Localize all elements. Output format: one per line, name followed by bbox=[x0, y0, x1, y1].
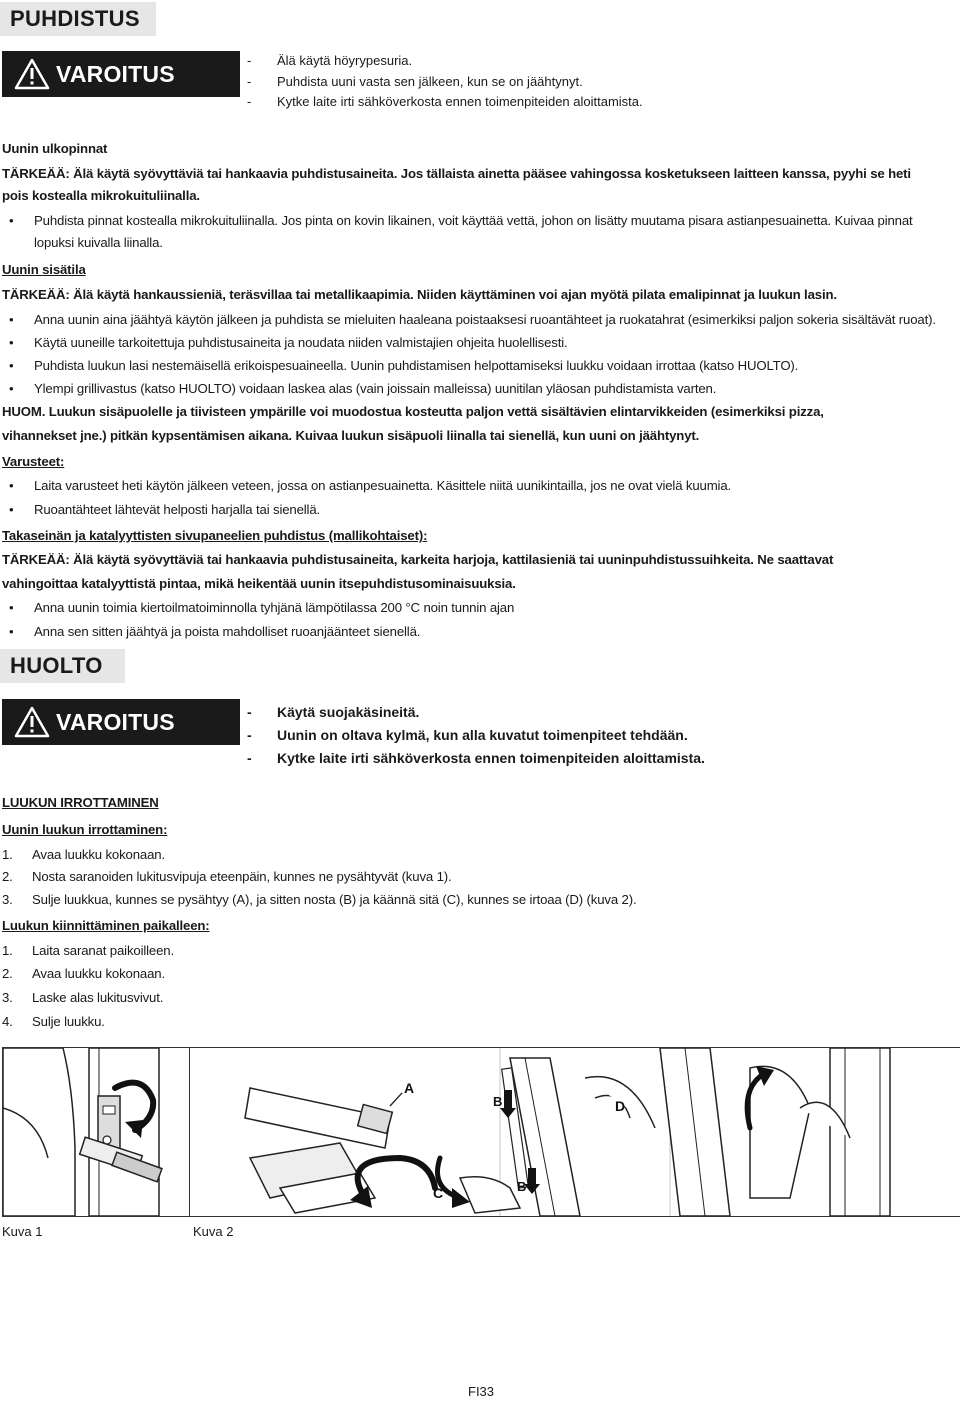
exterior-important-line2: pois kostealla mikrokuituliinalla. bbox=[2, 188, 200, 203]
section-title-maintenance: HUOLTO bbox=[0, 649, 125, 683]
door-removal-illustration bbox=[190, 1048, 960, 1216]
warning-box-maintenance bbox=[2, 699, 240, 745]
bullet-icon: • bbox=[9, 312, 14, 327]
list-item: 3. Sulje luukkua, kunnes se pysähtyy (A), ja sitten nosta (B) ja käännä sitä (C), kunnes se irtoaa (D) (kuva 2). bbox=[2, 892, 637, 907]
list-item: - Kytke laite irti sähköverkosta ennen toimenpiteiden aloittamista. bbox=[247, 750, 705, 766]
list-item: - Kytke laite irti sähköverkosta ennen toimenpiteiden aloittamista. bbox=[247, 94, 643, 109]
figure-1-hinge bbox=[2, 1047, 190, 1217]
heading-catalytic: Takaseinän ja katalyyttisten sivupaneelien puhdistus (mallikohtaiset): bbox=[2, 528, 428, 543]
list-item: 4. Sulje luukku. bbox=[2, 1014, 105, 1029]
heading-exterior: Uunin ulkopinnat bbox=[2, 141, 108, 156]
label-b-top: B bbox=[493, 1094, 503, 1109]
label-b-bottom: B bbox=[517, 1179, 527, 1194]
list-item: • Anna uunin toimia kiertoilmatoiminnolla tyhjänä lämpötilassa 200 °C noin tunnin ajan bbox=[2, 596, 514, 619]
heading-removal: Uunin luukun irrottaminen: bbox=[2, 822, 168, 837]
list-item: 3. Laske alas lukitusvivut. bbox=[2, 990, 164, 1005]
hinge-illustration bbox=[3, 1048, 189, 1216]
bullet-icon: • bbox=[9, 381, 14, 396]
list-item: • Laita varusteet heti käytön jälkeen veteen, jossa on astianpesuainetta. Käsittele niitä uunikintailla, jos ne ovat vielä kuumia. bbox=[2, 474, 731, 497]
bullet-icon: • bbox=[9, 624, 14, 639]
interior-note-line1: HUOM. Luukun sisäpuolelle ja tiivisteen ympärille voi muodostua kosteutta paljon vettä sisältävien elintarvikkeiden (esimerkiksi pizza, bbox=[2, 404, 824, 419]
label-a: A bbox=[404, 1080, 415, 1096]
list-item: - Käytä suojakäsineitä. bbox=[247, 704, 420, 720]
list-item: 1. Avaa luukku kokonaan. bbox=[2, 847, 165, 862]
list-item: 1. Laita saranat paikoilleen. bbox=[2, 943, 174, 958]
interior-note-line2: vihannekset jne.) pitkän kypsentämisen aikana. Kuivaa luukun sisäpuoli liinalla tai sienellä, kun uuni on jäähtynyt. bbox=[2, 428, 700, 443]
list-item: • Puhdista pinnat kostealla mikrokuituliinalla. Jos pinta on kovin likainen, voit käyttää vettä, johon on lisätty muutama pisara astianpesuainetta. Kuivaa pinnat bbox=[2, 209, 913, 232]
warning-box-cleaning bbox=[2, 51, 240, 97]
warning-label: VAROITUS bbox=[56, 60, 175, 87]
exterior-important-line1: TÄRKEÄÄ: Älä käytä syövyttäviä tai hankaavia puhdistusaineita. Jos tällaista ainetta pääsee vahingossa kosketukseen laitteen kanssa, pyyhi se heti bbox=[2, 166, 911, 181]
maintenance-warnings-list bbox=[247, 701, 705, 770]
cleaning-warnings-list bbox=[247, 51, 643, 113]
bullet-icon: • bbox=[9, 478, 14, 493]
heading-refit: Luukun kiinnittäminen paikalleen: bbox=[2, 918, 210, 933]
list-item: 2. Avaa luukku kokonaan. bbox=[2, 966, 165, 981]
label-d: D bbox=[615, 1098, 626, 1114]
warning-triangle-icon bbox=[14, 706, 50, 738]
list-item: - Uunin on oltava kylmä, kun alla kuvatut toimenpiteet tehdään. bbox=[247, 727, 688, 743]
bullet-icon: • bbox=[9, 335, 14, 350]
section-title-cleaning: PUHDISTUS bbox=[0, 2, 156, 36]
catalytic-important-line1: TÄRKEÄÄ: Älä käytä syövyttäviä tai hankaavia puhdistusaineita, karkeita harjoja, kattilasieniä tai uuninpuhdistussuihkeita. Ne saattavat bbox=[2, 552, 834, 567]
figure-2-caption: Kuva 2 bbox=[193, 1224, 234, 1239]
bullet-icon: • bbox=[9, 502, 14, 517]
list-item: • Ylempi grillivastus (katso HUOLTO) voidaan laskea alas (vain joissain malleissa) uunitilan yläosan puhdistamista varten. bbox=[2, 377, 716, 400]
exterior-bullet-line2: lopuksi kuivalla liinalla. bbox=[34, 235, 163, 250]
heading-door-removal: LUUKUN IRROTTAMINEN bbox=[2, 795, 159, 810]
figure-2-door-removal bbox=[189, 1047, 960, 1217]
bullet-icon: • bbox=[9, 213, 14, 228]
list-item: 2. Nosta saranoiden lukitusvipuja eteenpäin, kunnes ne pysähtyvät (kuva 1). bbox=[2, 869, 452, 884]
page-number: FI33 bbox=[468, 1384, 495, 1399]
label-c: C bbox=[433, 1185, 444, 1201]
list-item: • Ruoantähteet lähtevät helposti harjalla tai sienellä. bbox=[2, 498, 320, 521]
list-item: • Käytä uuneille tarkoitettuja puhdistusaineita ja noudata niiden valmistajien ohjeita huolellisesti. bbox=[2, 331, 568, 354]
bullet-icon: • bbox=[9, 358, 14, 373]
heading-interior: Uunin sisätila bbox=[2, 262, 86, 277]
interior-important: TÄRKEÄÄ: Älä käytä hankaussieniä, teräsvillaa tai metallikaapimia. Niiden käyttäminen voi ajan myötä pilata emalipinnat ja luukun lasin. bbox=[2, 287, 837, 302]
catalytic-important-line2: vahingoittaa katalyyttistä pintaa, mikä heikentää uunin itsepuhdistusominaisuuksia. bbox=[2, 576, 516, 591]
heading-accessories: Varusteet: bbox=[2, 454, 65, 469]
list-item: • Puhdista luukun lasi nestemäisellä erikoispesuaineella. Uunin puhdistamisen helpottamiseksi luukku voidaan irrottaa (katso HUOLTO). bbox=[2, 354, 798, 377]
warning-triangle-icon bbox=[14, 58, 50, 90]
list-item: - Älä käytä höyrypesuria. bbox=[247, 53, 413, 68]
bullet-icon: • bbox=[9, 600, 14, 615]
figure-1-caption: Kuva 1 bbox=[2, 1224, 43, 1239]
list-item: • Anna uunin aina jäähtyä käytön jälkeen ja puhdista se mieluiten haaleana poistaaksesi ruoantähteet ja ruokatahrat (esimerkiksi paljon sokeria sisältävät ruoat). bbox=[2, 308, 936, 331]
list-item: • Anna sen sitten jäähtyä ja poista mahdolliset ruoanjäänteet sienellä. bbox=[2, 620, 420, 643]
warning-label: VAROITUS bbox=[56, 708, 175, 735]
list-item: - Puhdista uuni vasta sen jälkeen, kun se on jäähtynyt. bbox=[247, 73, 583, 89]
